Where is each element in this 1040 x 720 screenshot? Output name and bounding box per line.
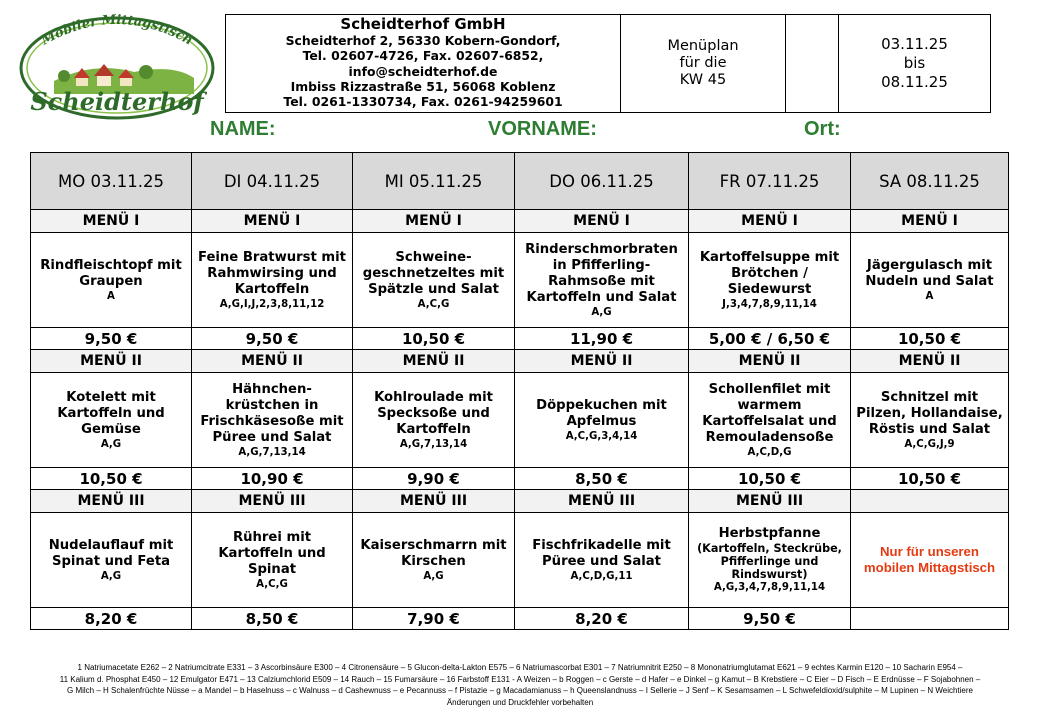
dish-cell xyxy=(689,233,851,328)
price: 9,50 € xyxy=(31,328,192,350)
vorname-label: VORNAME: xyxy=(488,118,597,140)
dish-name: Döppekuchen mit Apfelmus xyxy=(536,397,667,429)
menu-label: MENÜ III xyxy=(31,490,192,513)
dish-allergens: A,C,D,G,11 xyxy=(570,570,633,582)
dish-name: Nudelauflauf mit Spinat und Feta xyxy=(48,537,174,569)
address-line: info@scheidterhof.de xyxy=(348,63,498,79)
dish-name: Schweine-geschnetzeltes mit Spätzle und Salat xyxy=(362,249,505,297)
blank-cell xyxy=(786,15,839,113)
date-to-word: bis xyxy=(903,54,926,72)
allergen-legend xyxy=(18,662,1022,708)
menu-table xyxy=(30,152,1009,630)
price: 10,50 € xyxy=(31,468,192,490)
price: 8,50 € xyxy=(515,468,689,490)
name-label: NAME: xyxy=(210,118,276,140)
plan-line: Menüplan xyxy=(667,38,739,54)
dish-cell xyxy=(31,513,192,608)
price: 10,90 € xyxy=(192,468,353,490)
price-row xyxy=(31,328,1009,350)
day-header: MO 03.11.25 xyxy=(31,153,192,210)
price: 11,90 € xyxy=(515,328,689,350)
menu-label: MENÜ I xyxy=(353,210,515,233)
menu-label: MENÜ II xyxy=(192,350,353,373)
dish-row xyxy=(31,233,1009,328)
legend-disclaimer: Änderungen und Druckfehler vorbehalten xyxy=(446,697,594,707)
dish-cell xyxy=(353,233,515,328)
date-range xyxy=(839,15,991,113)
dish-cell xyxy=(515,513,689,608)
date-to: 08.11.25 xyxy=(881,73,948,91)
day-header: SA 08.11.25 xyxy=(851,153,1009,210)
address-line: Tel. 0261-1330734, Fax. 0261-94259601 xyxy=(283,94,563,110)
price: 10,50 € xyxy=(353,328,515,350)
company-logo xyxy=(14,6,220,124)
dish-allergens: A,G,7,13,14 xyxy=(238,446,306,458)
price: 10,50 € xyxy=(851,468,1009,490)
dish-cell xyxy=(192,513,353,608)
ort-label: Ort: xyxy=(804,118,841,140)
dish-allergens: A,C,G xyxy=(256,578,288,590)
dish-cell xyxy=(31,233,192,328)
dish-name: Fischfrikadelle mit Püree und Salat xyxy=(532,537,671,569)
dish-allergens: A,C,G,3,4,14 xyxy=(565,430,638,442)
address-line: Tel. 02607-4726, Fax. 02607-6852, xyxy=(302,48,544,64)
day-header: FR 07.11.25 xyxy=(689,153,851,210)
dish-name: Rührei mit Kartoffeln und Spinat xyxy=(218,529,326,577)
dish-allergens: A,G xyxy=(423,570,444,582)
legend-line: G Milch – H Schalenfrüchte Nüsse – a Mandel – b Haselnuss – c Walnuss – d Cashewnuss – e Pecannuss – f Pistazie – g Macadamianuss – h Queenslandnuss – I Sellerie – J Senf – K Sesamsamen – L Schwefeldioxid/sulphite – M Lupinen – N Weichtiere xyxy=(67,686,973,695)
price: 8,20 € xyxy=(31,608,192,630)
dish-name: Rinderschmorbraten in Pfifferling-Rahmsoße mit Kartoffeln und Salat xyxy=(525,241,678,305)
menu-label-row xyxy=(31,350,1009,373)
dish-name: Rindfleischtopf mit Graupen xyxy=(40,257,182,289)
menu-label: MENÜ I xyxy=(31,210,192,233)
dish-allergens: A xyxy=(107,290,115,302)
menu-label-row xyxy=(31,490,1009,513)
dish-row xyxy=(31,373,1009,468)
dish-allergens: A,C,D,G xyxy=(747,446,792,458)
dish-allergens: A,G xyxy=(100,570,122,582)
menu-label-row xyxy=(31,210,1009,233)
dish-allergens: A,G,3,4,7,8,9,11,14 xyxy=(713,582,826,593)
dish-cell xyxy=(353,373,515,468)
plan-line: KW 45 xyxy=(679,72,727,88)
plan-line: für die xyxy=(679,55,727,71)
price-row xyxy=(31,608,1009,630)
dish-name: Feine Bratwurst mit Rahmwirsing und Kartoffeln xyxy=(197,249,346,297)
dish-allergens: J,3,4,7,8,9,11,14 xyxy=(722,298,817,310)
menu-label: MENÜ II xyxy=(353,350,515,373)
price: 7,90 € xyxy=(353,608,515,630)
logo-script-text: Scheidterhof xyxy=(30,87,204,116)
dish-cell xyxy=(689,513,851,608)
day-header: MI 05.11.25 xyxy=(353,153,515,210)
dish-name: Kotelett mit Kartoffeln und Gemüse xyxy=(57,389,165,437)
price xyxy=(851,608,1009,630)
company-name: Scheidterhof GmbH xyxy=(340,15,506,34)
menu-label: MENÜ III xyxy=(192,490,353,513)
header-table xyxy=(225,14,991,113)
price: 10,50 € xyxy=(689,468,851,490)
address-line: Imbiss Rizzastraße 51, 56068 Koblenz xyxy=(290,78,556,94)
dish-allergens: A,C,G,J,9 xyxy=(904,438,955,450)
price-row xyxy=(31,468,1009,490)
menu-plan-title xyxy=(621,15,786,113)
dish-cell xyxy=(689,373,851,468)
dish-name: Herbstpfanne xyxy=(718,526,821,541)
dish-allergens: A,G xyxy=(100,438,122,450)
company-info xyxy=(226,15,621,113)
dish-name: Kartoffelsuppe mit Brötchen / Siedewurst xyxy=(699,249,840,297)
address-line: Scheidterhof 2, 56330 Kobern-Gondorf, xyxy=(285,32,561,48)
price: 5,00 € / 6,50 € xyxy=(689,328,851,350)
day-header-row xyxy=(31,153,1009,210)
dish-name: Schnitzel mit Pilzen, Hollandaise, Röstis und Salat xyxy=(856,389,1003,437)
price: 9,50 € xyxy=(689,608,851,630)
legend-line: 11 Kalium d. Phosphat E450 – 12 Emulgator E471 – 13 Calziumchlorid E509 – 14 Rauch – 15 Fumarsäure – 16 Farbstoff E131 - A Weizen – b Roggen – c Gerste – d Hafer – e Dinkel – g Kamut – B Krebstiere – C Eier – D Fisch – E Erdnüsse – F Sojabohnen – xyxy=(59,674,981,684)
menu-label: MENÜ I xyxy=(851,210,1009,233)
menu-label: MENÜ I xyxy=(515,210,689,233)
dish-cell xyxy=(515,373,689,468)
dish-subtitle: (Kartoffeln, Steckrübe, Pfifferlinge und Rindswurst) xyxy=(697,542,842,581)
menu-label: MENÜ II xyxy=(515,350,689,373)
logo-arc-text: Mobiler Mittagstisch xyxy=(38,12,196,49)
dish-cell xyxy=(851,373,1009,468)
menu-label: MENÜ II xyxy=(689,350,851,373)
dish-name: Jägergulasch mit Nudeln und Salat xyxy=(865,257,994,289)
dish-allergens: A,G,7,13,14 xyxy=(399,438,468,450)
day-header: DI 04.11.25 xyxy=(192,153,353,210)
dish-name: Kohlroulade mit Specksoße und Kartoffeln xyxy=(374,389,493,437)
legend-line: 1 Natriumacetate E262 – 2 Natriumcitrate E331 – 3 Ascorbinsäure E300 – 4 Citronensäure – 5 Glucon-delta-Lakton E575 – 6 Natriumascorbat E301 – 7 Natriumnitrit E250 – 8 Mononatriumglutamat E621 – 9 echtes Karmin E120 – 10 Sacharin E954 – xyxy=(77,663,963,672)
price: 9,90 € xyxy=(353,468,515,490)
dish-cell xyxy=(192,233,353,328)
price: 8,50 € xyxy=(192,608,353,630)
day-header: DO 06.11.25 xyxy=(515,153,689,210)
menu-label: MENÜ I xyxy=(192,210,353,233)
dish-row xyxy=(31,513,1009,608)
menu-label: MENÜ III xyxy=(353,490,515,513)
dish-name: Hähnchen-krüstchen in Frischkäsesoße mit Püree und Salat xyxy=(200,381,344,445)
dish-cell xyxy=(851,233,1009,328)
menu-label xyxy=(851,490,1009,513)
mobile-only-note: Nur für unseren mobilen Mittagstisch xyxy=(851,513,1009,608)
dish-cell xyxy=(353,513,515,608)
dish-allergens: A,G xyxy=(591,306,612,318)
price: 10,50 € xyxy=(851,328,1009,350)
price: 8,20 € xyxy=(515,608,689,630)
dish-cell xyxy=(515,233,689,328)
dish-cell xyxy=(192,373,353,468)
price: 9,50 € xyxy=(192,328,353,350)
dish-name: Schollenfilet mit warmem Kartoffelsalat und Remouladensoße xyxy=(702,381,837,445)
menu-label: MENÜ II xyxy=(851,350,1009,373)
dish-cell xyxy=(31,373,192,468)
date-from: 03.11.25 xyxy=(881,35,948,53)
dish-allergens: A xyxy=(925,290,934,302)
dish-allergens: A,C,G xyxy=(417,298,450,310)
menu-label: MENÜ I xyxy=(689,210,851,233)
dish-allergens: A,G,I,J,2,3,8,11,12 xyxy=(219,298,325,310)
menu-label: MENÜ III xyxy=(689,490,851,513)
dish-name: Kaiserschmarrn mit Kirschen xyxy=(360,537,507,569)
menu-label: MENÜ II xyxy=(31,350,192,373)
menu-label: MENÜ III xyxy=(515,490,689,513)
